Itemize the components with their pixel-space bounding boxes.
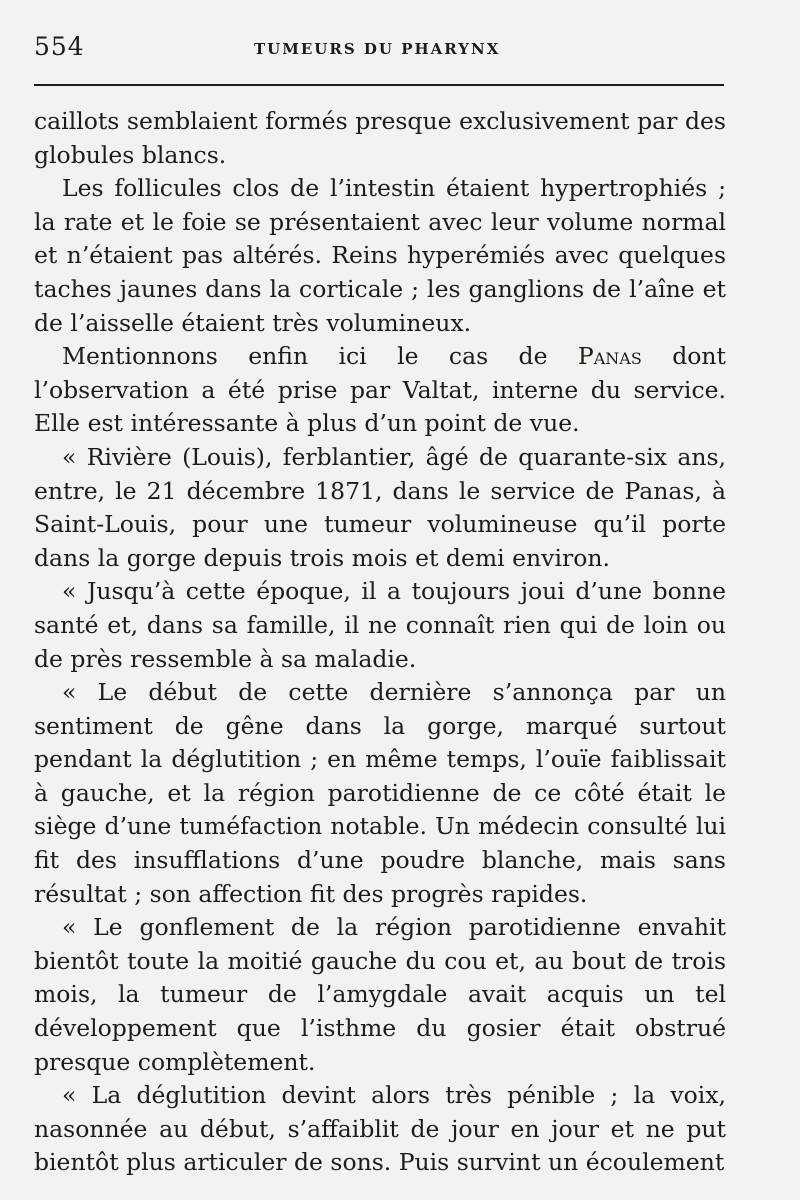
running-title: TUMEURS DU PHARYNX (254, 40, 501, 58)
paragraph: Les follicules clos de l’intestin étaient hypertrophiés ; la rate et le foie se présentaient avec leur volume normal et n’étaient pas altérés. Reins hyperémiés avec quelques taches jaunes dans la corticale ; les ganglions de l’aîne et de l’aisselle étaient très volumineux. (34, 174, 726, 337)
paragraph: « Rivière (Louis), ferblantier, âgé de quarante-six ans, entre, le 21 décembre 1871, dans le service de Panas, à Saint-Louis, pour une tumeur volumineuse qu’il porte dans la gorge depuis trois mois et demi environ. (34, 442, 726, 572)
paragraph: « La déglutition devint alors très pénible ; la voix, nasonnée au début, s’affaiblit de jour en jour et ne put bientôt plus articuler de sons. Puis survint un écoulement (34, 1081, 726, 1177)
paragraph: « Le début de cette dernière s’annonça par un sentiment de gêne dans la gorge, marqué surtout pendant la déglutition ; en même temps, l’ouïe faiblissait à gauche, et la région parotidienne de ce côté était le siège d’une tuméfaction notable. Un médecin consulté lui fit des insufflations d’une poudre blanche, mais sans résultat ; son affection fit des progrès rapides. (34, 678, 726, 908)
header-rule (34, 84, 724, 86)
paragraph: « Le gonflement de la région parotidienne envahit bientôt toute la moitié gauche du cou et, au bout de trois mois, la tumeur de l’amygdale avait acquis un tel développement que l’isthme du gosier était obstrué presque complètement. (34, 913, 726, 1076)
paragraph-text: Mentionnons enfin ici le cas de (62, 342, 578, 371)
body-text (34, 105, 726, 1180)
paragraph (34, 340, 726, 441)
author-name: Panas (577, 342, 642, 371)
paragraph: caillots semblaient formés presque exclusivement par des globules blancs. (34, 107, 726, 169)
paragraph: « Jusqu’à cette époque, il a toujours joui d’une bonne santé et, dans sa famille, il ne connaît rien qui de loin ou de près ressemble à sa maladie. (34, 577, 726, 673)
paragraph-text: dont l’observation a été prise par Valtat, interne du service. Elle est intéressante à plus d’un point de vue. (34, 342, 726, 438)
page-number: 554 (34, 32, 85, 61)
page-header (34, 32, 724, 66)
